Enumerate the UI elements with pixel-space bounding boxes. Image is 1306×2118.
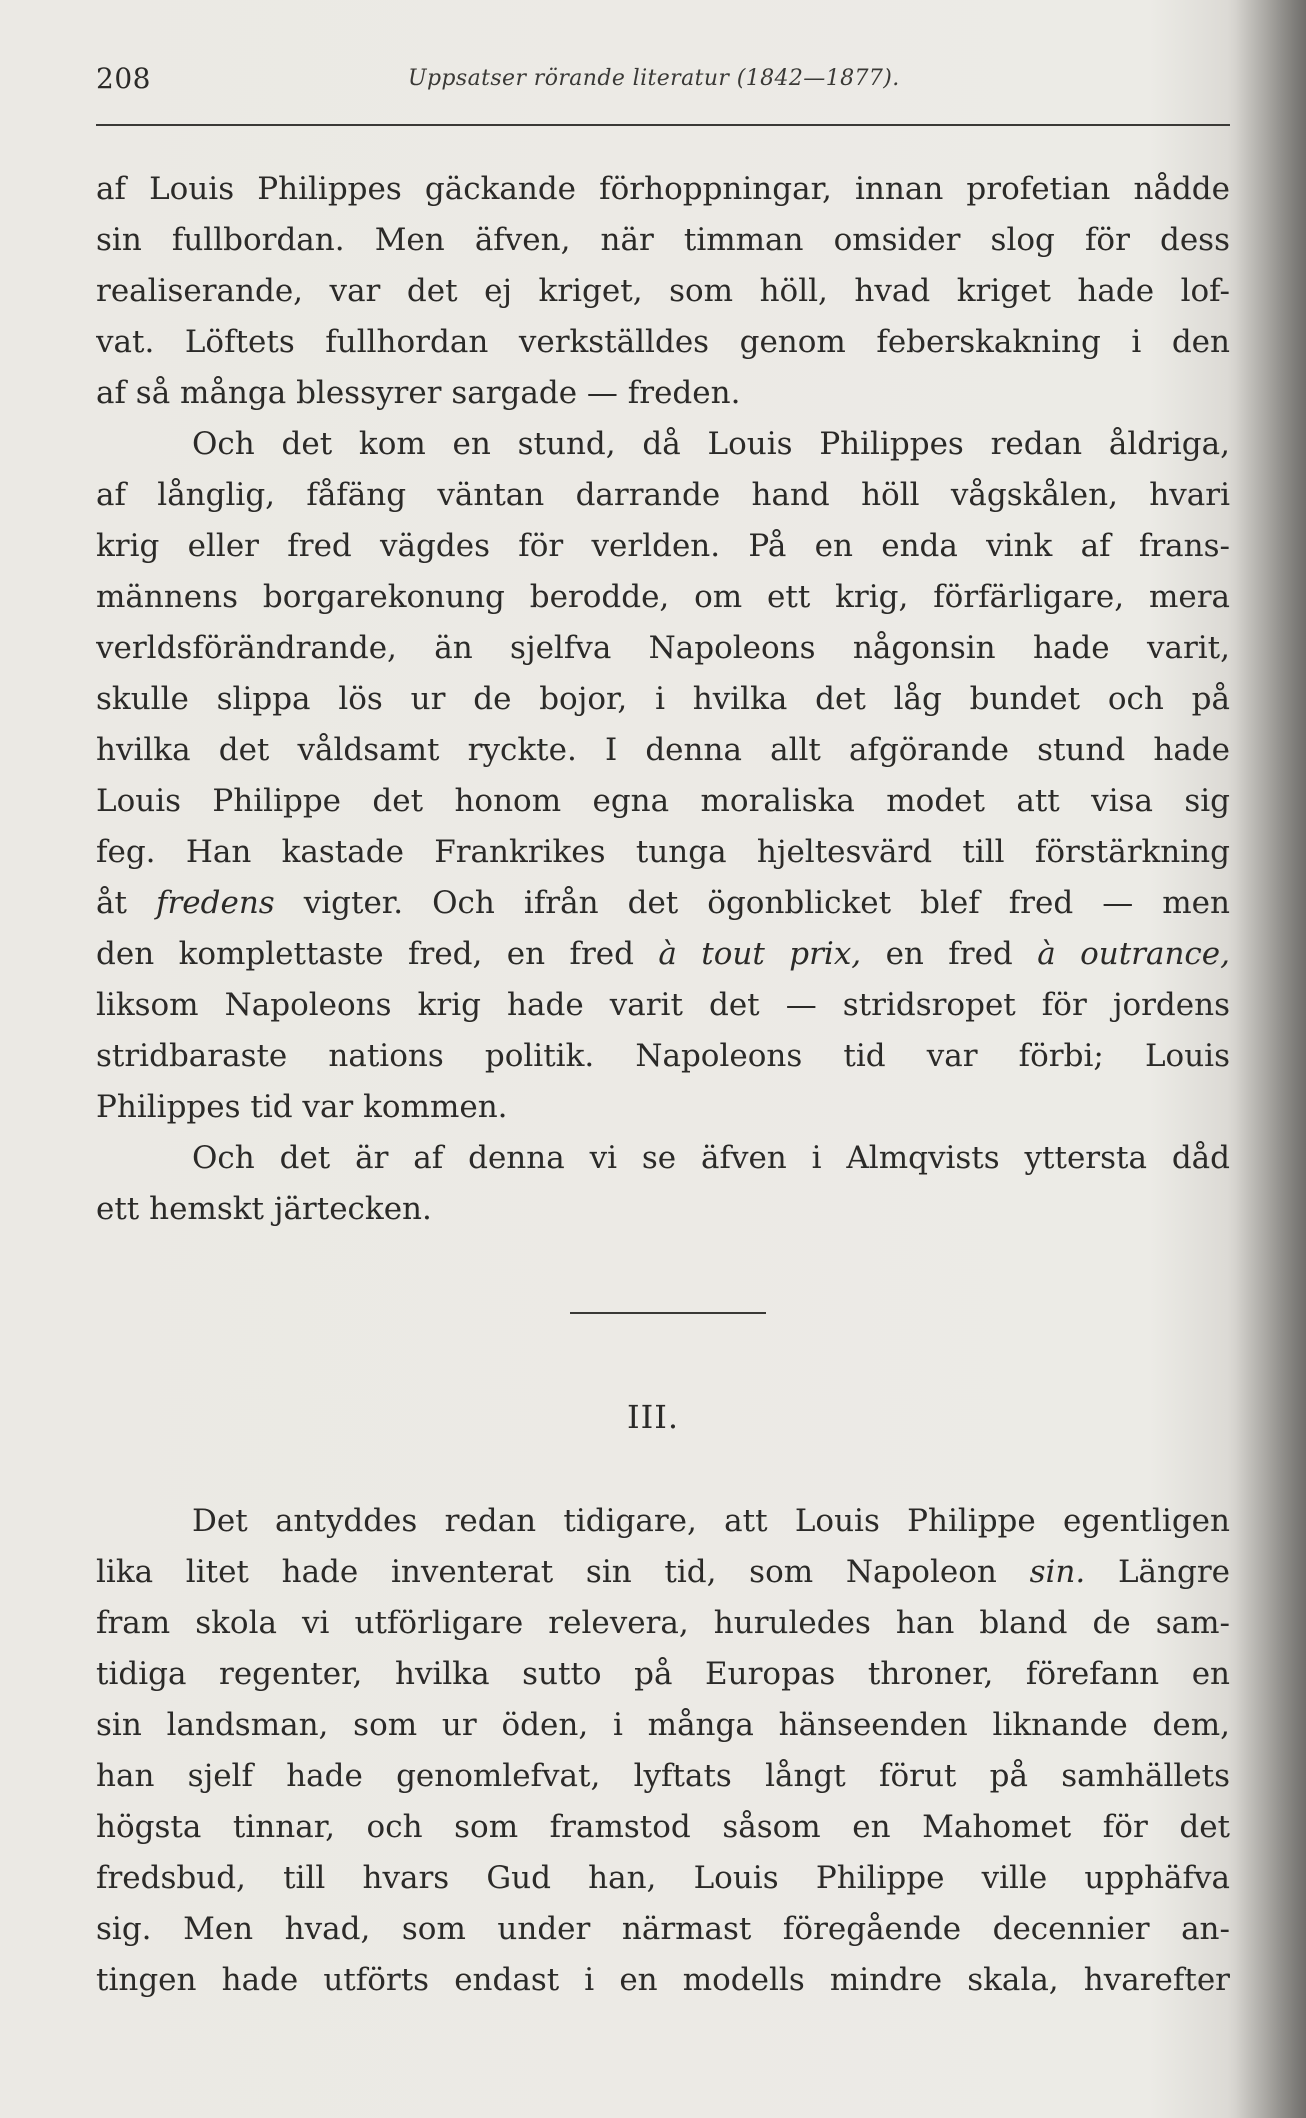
text-span: åt	[96, 885, 156, 921]
text-line: af långlig, fåfäng väntan darrande hand höll vågskålen, hvari	[96, 477, 1230, 513]
text-line: af så många blessyrer sargade — freden.	[96, 375, 741, 411]
text-line: fram skola vi utförligare relevera, huruledes han bland de sam-	[96, 1605, 1230, 1641]
header-rule	[96, 124, 1230, 126]
page-header	[96, 62, 1210, 102]
text-line: af Louis Philippes gäckande förhoppningar, innan profetian nådde	[96, 171, 1230, 207]
section-heading: III.	[626, 1398, 680, 1436]
running-head: Uppsatser rörande literatur (1842—1877).	[408, 66, 900, 91]
italic-word: fredens	[155, 885, 275, 921]
text-line: Och det kom en stund, då Louis Philippes redan åldriga,	[192, 426, 1230, 462]
text-line-french	[96, 929, 1230, 980]
text-line-napoleon	[96, 1547, 1230, 1598]
text-span: Längre	[1085, 1554, 1230, 1590]
italic-phrase: à tout prix,	[658, 936, 862, 972]
text-line: tingen hade utförts endast i en modells mindre skala, hvarefter	[96, 1962, 1230, 1998]
text-span: en fred	[861, 936, 1038, 972]
text-line: realiserande, var det ej kriget, som höll, hvad kriget hade lof-	[96, 273, 1230, 309]
text-line: hvilka det våldsamt ryckte. I denna allt afgörande stund hade	[96, 732, 1230, 768]
text-line: verldsförändrande, än sjelfva Napoleons någonsin hade varit,	[96, 630, 1230, 666]
text-line: Och det är af denna vi se äfven i Almqvists yttersta dåd	[192, 1140, 1230, 1176]
text-line: männens borgarekonung berodde, om ett krig, förfärligare, mera	[96, 579, 1230, 615]
text-line: skulle slippa lös ur de bojor, i hvilka det låg bundet och på	[96, 681, 1230, 717]
body-text-bottom	[96, 1496, 1230, 2006]
italic-word: sin.	[1029, 1554, 1086, 1590]
text-span: den komplettaste fred, en fred	[96, 936, 659, 972]
text-line: Louis Philippe det honom egna moraliska modet att visa sig	[96, 783, 1230, 819]
text-line: sin landsman, som ur öden, i många hänseenden liknande dem,	[96, 1707, 1230, 1743]
text-line: Philippes tid var kommen.	[96, 1089, 508, 1125]
text-line: krig eller fred vägdes för verlden. På en enda vink af frans-	[96, 528, 1230, 564]
text-line: sin fullbordan. Men äfven, när timman omsider slog för dess	[96, 222, 1230, 258]
text-line: feg. Han kastade Frankrikes tunga hjeltesvärd till förstärkning	[96, 834, 1230, 870]
page-number: 208	[96, 62, 151, 95]
text-line: vat. Löftets fullhordan verkställdes genom feberskakning i den	[96, 324, 1230, 360]
text-line: fredsbud, till hvars Gud han, Louis Philippe ville upphäfva	[96, 1860, 1230, 1896]
text-line: tidiga regenter, hvilka sutto på Europas throner, förefann en	[96, 1656, 1230, 1692]
text-span: lika litet hade inventerat sin tid, som Napoleon	[96, 1554, 1030, 1590]
text-span: vigter. Och ifrån det ögonblicket blef fred — men	[274, 885, 1230, 921]
text-line: högsta tinnar, och som framstod såsom en Mahomet för det	[96, 1809, 1230, 1845]
text-line: han sjelf hade genomlefvat, lyftats långt förut på samhällets	[96, 1758, 1230, 1794]
italic-phrase: à outrance,	[1037, 936, 1230, 972]
section-divider	[570, 1312, 766, 1314]
text-line: stridbaraste nations politik. Napoleons tid var förbi; Louis	[96, 1038, 1230, 1074]
text-line: liksom Napoleons krig hade varit det — stridsropet för jordens	[96, 987, 1230, 1023]
text-line: ett hemskt järtecken.	[96, 1191, 432, 1227]
binding-shadow	[1236, 0, 1306, 2118]
text-line: sig. Men hvad, som under närmast föregående decennier an-	[96, 1911, 1230, 1947]
text-line: Det antyddes redan tidigare, att Louis Philippe egentligen	[192, 1503, 1230, 1539]
body-text-top	[96, 164, 1230, 1235]
text-line-fredens	[96, 878, 1230, 929]
